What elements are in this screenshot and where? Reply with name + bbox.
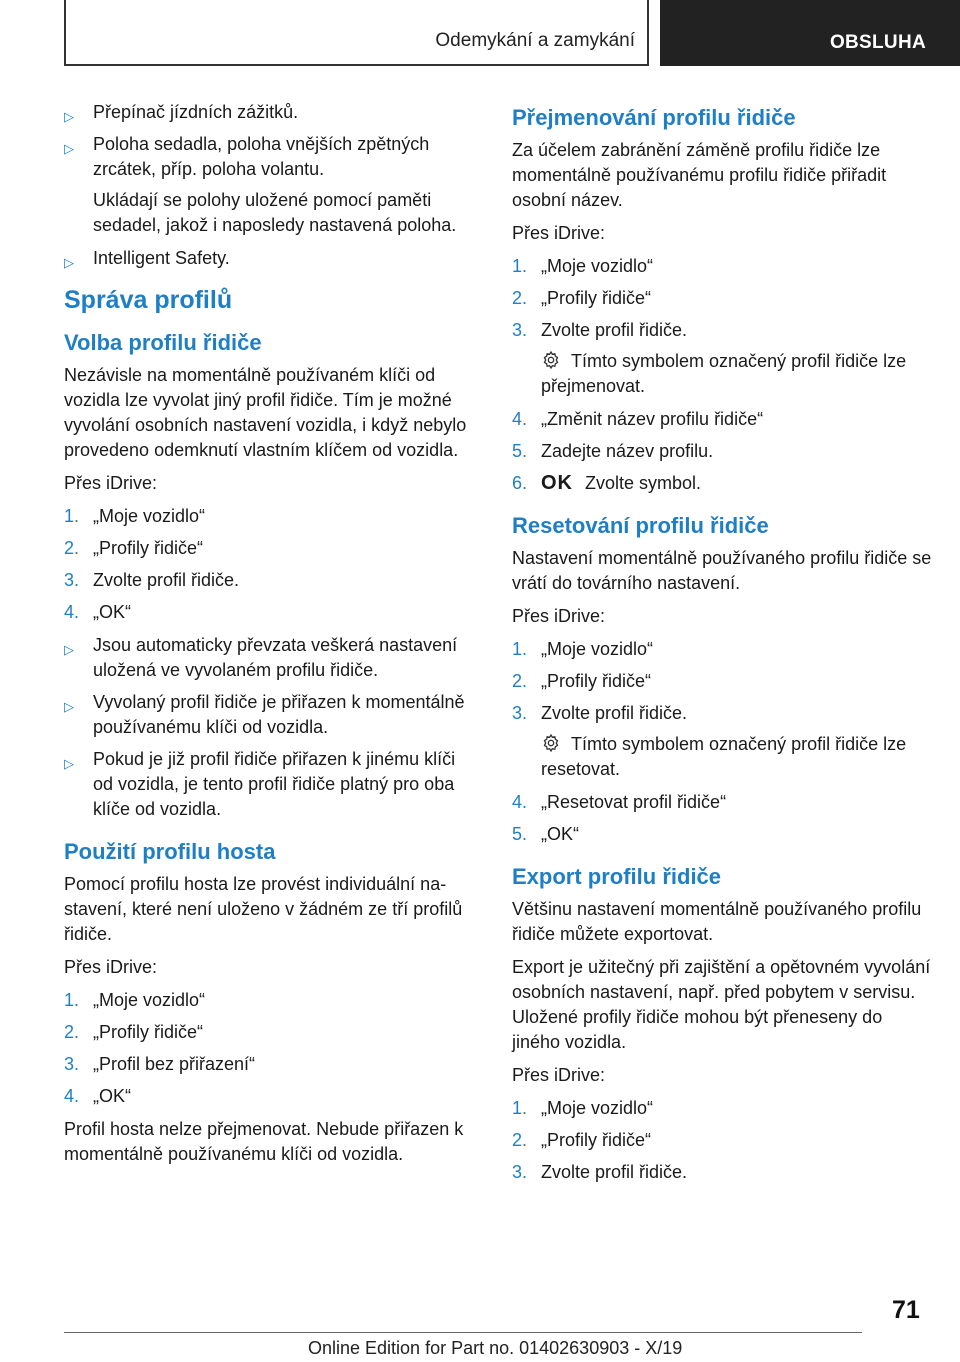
select-bullets: [64, 633, 480, 822]
heading-select-profile: Volba profilu řidiče: [64, 330, 262, 355]
heading-export-profile: Export profilu řidiče: [512, 864, 722, 889]
paragraph-via-idrive: Přes iDrive:: [64, 957, 158, 977]
list-item: 3. Zvolte profil řidiče.: [512, 1162, 688, 1182]
heading-rename-profile: Přejmenování profilu řidiče: [512, 105, 796, 130]
chapter-title: Odemykání a zamykání: [435, 30, 635, 51]
triangle-right-icon: ▷: [64, 642, 74, 657]
section-box: [660, 0, 960, 66]
memory-bullet-list: [64, 100, 480, 182]
rename-steps: [512, 254, 932, 343]
list-item: ▷ Pokud je již profil řidiče přiřazen k jinému klíči od vozidla, je tento profil řidiče platný pro oba klíče od vozidla.: [64, 749, 456, 819]
list-item: ▷ Přepínač jízdních zážitků.: [64, 100, 480, 125]
paragraph: Export je užitečný při zajištění a opětovném vyvolání osobních nastavení, např. před pobytem v servisu. Uložené profily řidiče mohou být přeneseny do jiného vozidla.: [512, 957, 931, 1052]
chapter-box: [64, 0, 649, 66]
list-item: 4. „OK“: [64, 602, 131, 622]
list-item: 5. „OK“: [512, 824, 579, 844]
list-item: 4. „OK“: [64, 1086, 131, 1106]
left-column: [64, 100, 480, 1175]
list-item: 1. „Moje vozidlo“: [64, 990, 206, 1010]
list-item: ▷ Jsou automaticky převzata veškerá nastavení uložená ve vyvolaném profilu řidiče.: [64, 635, 458, 680]
ok-icon: OK: [541, 472, 573, 494]
gear-icon: [541, 733, 561, 753]
list-item: 2. „Profily řidiče“: [512, 671, 652, 691]
paragraph: Profil hosta nelze přejmenovat. Nebude přiřazen k momentálně používanému klíči od vozidla.: [64, 1119, 464, 1164]
paragraph-via-idrive: Přes iDrive:: [64, 473, 158, 493]
list-item: 2. „Profily řidiče“: [512, 288, 652, 308]
paragraph: Pomocí profilu hosta lze provést individuální nastavení, které není uloženo v žádném ze tří profilů řidiče.: [64, 874, 463, 944]
guest-steps: [64, 988, 480, 1109]
rename-steps-cont: [512, 407, 932, 496]
reset-steps-cont: [512, 790, 932, 847]
list-item: 6. OK Zvolte symbol.: [512, 472, 702, 494]
heading-guest-profile: Použití profilu hosta: [64, 839, 276, 864]
bullet-note: Ukládají se polohy uložené pomocí paměti sedadel, jakož i naposledy nastavená poloha.: [93, 190, 457, 235]
paragraph-via-idrive: Přes iDrive:: [512, 1065, 606, 1085]
list-item: 4. „Změnit název profilu řidiče“: [512, 409, 764, 429]
paragraph: Nastavení momentálně používaného profilu řidiče se vrátí do továrního nastavení.: [512, 548, 932, 593]
list-item: 2. „Profily řidiče“: [512, 1130, 652, 1150]
gear-icon: [541, 350, 561, 370]
list-item: 3. Zvolte profil řidiče.: [512, 320, 688, 340]
paragraph: Nezávisle na momentálně používaném klíči od vozidla lze vyvolat jiný profil řidiče. Tím je možné vyvolání osobních nastavení vozidla, i když nebylo provedeno odemknutí vlastním klíčem od vozidla.: [64, 365, 467, 460]
list-item: ▷ Poloha sedadla, poloha vnějších zpětných zrcátek, příp. poloha volantu.: [64, 134, 430, 179]
list-item: ▷ Intelligent Safety.: [64, 246, 480, 271]
paragraph-via-idrive: Přes iDrive:: [512, 606, 606, 626]
memory-bullet-list-end: [64, 246, 480, 271]
triangle-right-icon: ▷: [64, 141, 74, 156]
list-item: 4. „Resetovat profil řidiče“: [512, 792, 727, 812]
right-column: [512, 100, 932, 1193]
heading-reset-profile: Resetování profilu řidiče: [512, 513, 769, 538]
list-item: ▷ Vyvolaný profil řidiče je přiřazen k momentálně používanému klíči od vozidla.: [64, 692, 465, 737]
list-item: 1. „Moje vozidlo“: [64, 506, 206, 526]
paragraph: Většinu nastavení momentálně používaného profilu řidiče můžete exportovat.: [512, 899, 922, 944]
triangle-right-icon: ▷: [64, 699, 74, 714]
reset-steps: [512, 637, 932, 726]
paragraph: Za účelem zabránění záměně profilu řidiče lze momentálně používanému profilu řidiče přiřadit osobní název.: [512, 140, 887, 210]
reset-note: Tímto symbolem označený profil řidiče lze resetovat.: [541, 734, 907, 779]
select-steps: [64, 504, 480, 625]
list-item: 1. „Moje vozidlo“: [512, 639, 654, 659]
list-item: 2. „Profily řidiče“: [64, 538, 204, 558]
list-item: 1. „Moje vozidlo“: [512, 256, 654, 276]
rename-note: Tímto symbolem označený profil řidiče lze přejmenovat.: [541, 351, 907, 396]
list-item: 1. „Moje vozidlo“: [512, 1098, 654, 1118]
list-item: 3. Zvolte profil řidiče.: [64, 570, 240, 590]
footer-divider: [64, 1332, 862, 1333]
paragraph-via-idrive: Přes iDrive:: [512, 223, 606, 243]
triangle-right-icon: ▷: [64, 109, 74, 124]
page-header: [64, 0, 960, 66]
list-item: 5. Zadejte název profilu.: [512, 441, 714, 461]
heading-profile-management: Správa profilů: [64, 286, 233, 314]
triangle-right-icon: ▷: [64, 255, 74, 270]
list-item: 3. Zvolte profil řidiče.: [512, 703, 688, 723]
export-steps: [512, 1096, 932, 1185]
list-item: 3. „Profil bez přiřazení“: [64, 1054, 256, 1074]
edition-note: Online Edition for Part no. 01402630903 - X/19: [308, 1338, 683, 1358]
triangle-right-icon: ▷: [64, 756, 74, 771]
page-number: 71: [892, 1296, 920, 1324]
list-item: 2. „Profily řidiče“: [64, 1022, 204, 1042]
section-title: OBSLUHA: [829, 32, 926, 53]
